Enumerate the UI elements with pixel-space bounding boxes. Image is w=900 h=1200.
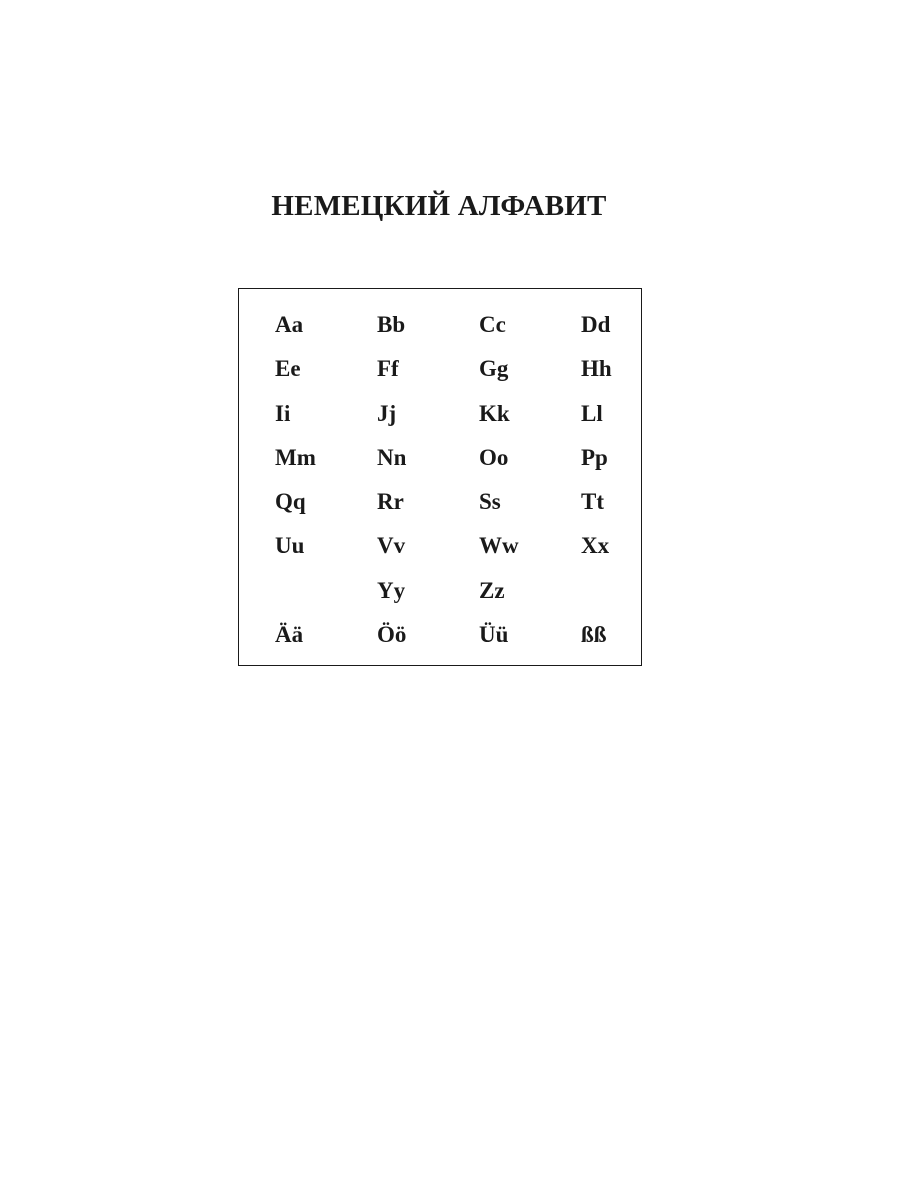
letter-pair: Pp <box>581 444 608 470</box>
letter-pair: Hh <box>581 356 612 382</box>
letter-pair: Xx <box>581 533 610 559</box>
letter-pair: Ee <box>275 356 301 382</box>
letter-pair: Kk <box>479 400 510 426</box>
letter-pair: Nn <box>377 444 407 470</box>
letter-pair: Mm <box>275 444 316 470</box>
letter-pair: Ss <box>479 489 501 515</box>
letter-pair: Aa <box>275 312 304 337</box>
letter-pair: Dd <box>581 312 611 337</box>
letter-pair: Ää <box>275 622 304 648</box>
letter-pair: Vv <box>377 533 406 559</box>
letter-pair: Rr <box>377 489 404 515</box>
letter-pair: Yy <box>377 577 406 603</box>
letter-pair: Ii <box>275 400 291 426</box>
letter-pair: Ll <box>581 400 603 426</box>
letter-pair: Cc <box>479 312 506 337</box>
letter-pair: Üü <box>479 622 509 648</box>
letter-pair: Tt <box>581 489 604 515</box>
letter-pair: Öö <box>377 622 407 648</box>
letter-pair: ßß <box>581 622 607 648</box>
alphabet-table <box>238 288 642 666</box>
page-title: НЕМЕЦКИЙ АЛФАВИТ <box>271 190 607 222</box>
letter-pair: Ww <box>479 533 519 559</box>
empty-cell <box>275 575 377 619</box>
letter-pair: Ff <box>377 356 399 382</box>
letter-pair: Gg <box>479 356 509 382</box>
letter-pair: Qq <box>275 489 306 515</box>
letter-pair: Oo <box>479 444 509 470</box>
empty-cell <box>581 575 683 619</box>
letter-pair: Bb <box>377 312 406 337</box>
letter-pair: Jj <box>377 400 397 426</box>
letter-pair: Zz <box>479 577 505 603</box>
letter-pair: Uu <box>275 533 305 559</box>
alphabet-grid <box>275 309 683 663</box>
